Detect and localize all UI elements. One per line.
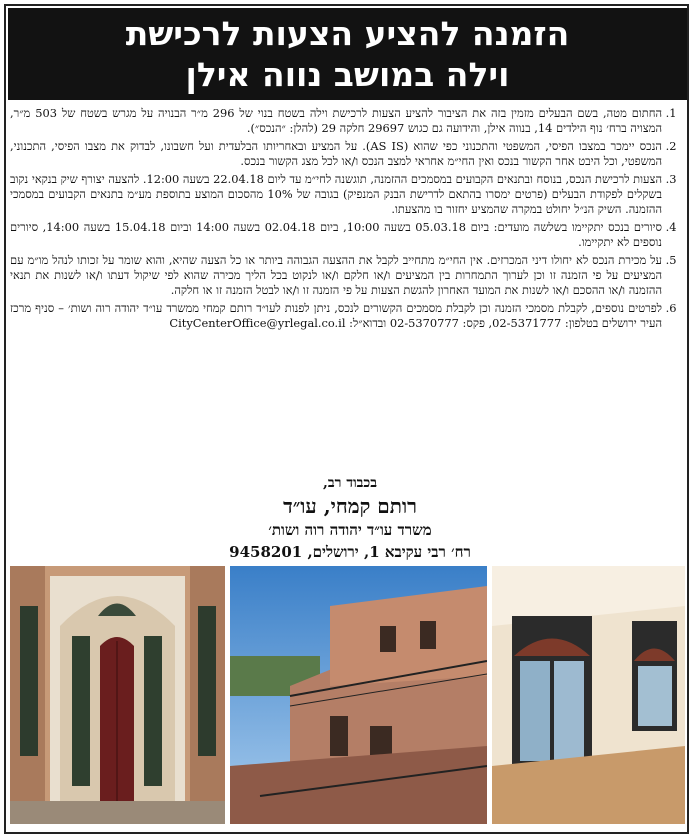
title-line-2: וילה במושב נווה אילן: [185, 55, 510, 94]
ad-header: [8, 8, 687, 100]
title-line-1: הזמנה להציע הצעות לרכישת: [125, 14, 570, 53]
term-item-1: 1. החתום מטה, בשם הבעלים מזמין בזה את הציבור להציע הצעות לרכישת וילה בשטח בנוי של 296 מ״ר הבנויה על מגרש בשטח של 503 מ״ר, המצויה ברח׳ נוף הילדים 14, בנווה אילן, והידועה גם כגוש 29697 חלקה 29 (להלן: ״הנכס״).: [10, 106, 662, 137]
terms-list: [10, 106, 682, 332]
photo-entrance-door: [10, 566, 225, 824]
signer-name: רותם קמחי, עו״ד: [283, 494, 417, 518]
law-firm: משרד עו״ד יהודה רוה ושות׳: [268, 521, 432, 539]
signature-block: [150, 473, 550, 563]
greeting: בכבוד רב,: [322, 475, 378, 491]
firm-address: רח׳ רבי עקיבא 1, ירושלים, 9458201: [229, 543, 471, 561]
ad-body: [10, 106, 682, 334]
term-item-4: 4. סיורים בנכס יתקיימו בשלשה מועדים: ביום 05.03.18 בשעה 10:00, ביום 02.04.18 בשעה 14:00 וביום 15.04.18 בשעה 14:00, סיורים נוספים לא יתקיימו.: [10, 220, 662, 251]
photo-villa-exterior: [230, 566, 487, 824]
term-item-5: 5. על מכירת הנכס לא יחולו דיני המכרזים. אין החי״מ מתחייב לקבל את ההצעה הגבוהה ביותר או כל הצעה שהיא, והוא שומר על זכותו לנהל מו״מ עם המציעים על פי הזמנה זו וכן לערוך התמחרות בין המציעים ו/או חלקם ו/או לנקוט בכל הליך מכירה שהוא לפי שיקול דעתו ו/או לשנות את תנאי ההזמנה ו/או ההסכם ו/או לשנות את המועד האחרון להגשת הצעות על פי הזמנה זו ו/או לבטל הזמנה זו או חלקה.: [10, 253, 662, 299]
term-item-3: 3. הצעות לרכישת הנכס, בנוסח ובתנאים הקבועים במסמכים ההזמנה, תוגשנה לחי״מ עד ליום 22.04.18 בשעה 12:00. להצעה יצורף שיק בנקאי נקוב בשקלים לפקודת הבעלים (פרטים ימסרו בהתאם לדרישת הבנק המנפיק) בגובה של 10% מהסכום המוצע בתוספת מע״מ בתנאים הקבועים במסמכי ההזמנה. השיק הנ״ל יחולט במקרה שהמציע יחזור בו מהצעתו.: [10, 172, 662, 218]
term-item-6: 6. לפרטים נוספים, לקבלת מסמכי הזמנה וכן לקבלת מסמכים הקשורים לנכס, ניתן לפנות לעו״ד רותם קמחי ממשרד עו״ד יהודה רוה ושות׳ – סניף מרכז העיר ירושלים בטלפון: 02-5371777, פקס: 02-5370777 ובדוא״ל: CityCenterOffice@yrlegal.co.il: [10, 301, 662, 332]
photo-interior-window: [492, 566, 685, 824]
term-item-2: 2. הנכס יימכר במצבו הפיסי, המשפטי והתכנוני כפי שהוא (AS IS). על המציע ובאחריותו הבלעדית ועל חשבונו, לבדוק את מצבו הפיסי, התכנוני, המשפטי, וכל היבט אחר הקשור בנכס ואין החי״מ אחראי למצב הנכס ו/או לכל מצג הקשור בנכס.: [10, 139, 662, 170]
